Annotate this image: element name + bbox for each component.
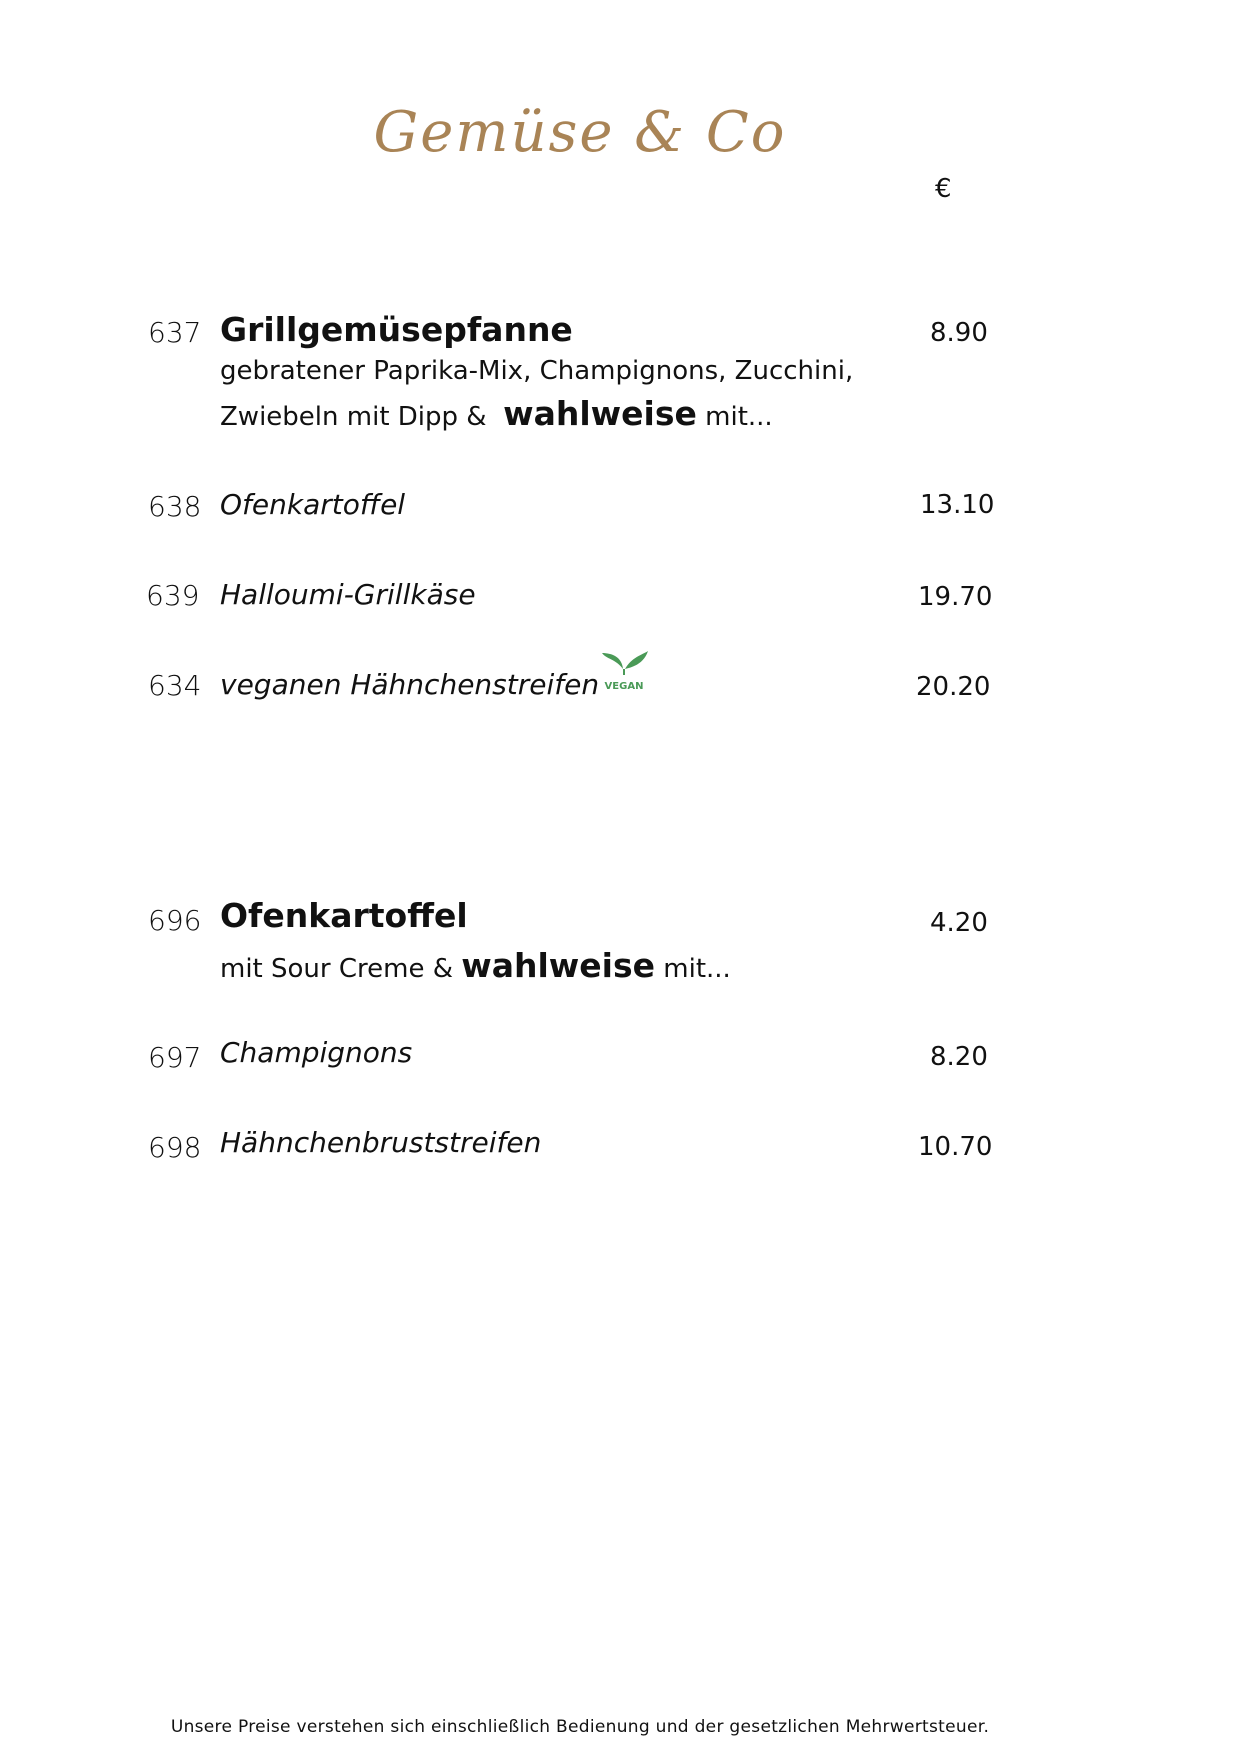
item-description: gebratener Paprika-Mix, Champignons, Zucchini, xyxy=(220,356,854,386)
option-price: 8.20 xyxy=(930,1042,988,1072)
option-name: Champignons xyxy=(220,1036,413,1069)
option-name: veganen Hähnchenstreifen xyxy=(220,668,600,701)
item-price: 8.90 xyxy=(930,318,988,348)
vegan-badge xyxy=(598,645,650,697)
leaf-icon xyxy=(598,645,650,697)
item-number: 696 xyxy=(148,904,202,937)
item-description: mit Sour Creme & wahlweise mit... xyxy=(220,946,731,985)
page-title: Gemüse & Co xyxy=(373,100,787,165)
currency-symbol: € xyxy=(935,174,952,204)
emphasis-text: wahlweise xyxy=(503,394,697,433)
emphasis-text: wahlweise xyxy=(461,946,656,985)
option-price: 19.70 xyxy=(918,582,993,612)
item-name: Grillgemüsepfanne xyxy=(220,310,573,349)
option-price: 13.10 xyxy=(920,490,995,520)
footer-note: Unsere Preise verstehen sich einschließlich Bedienung und der gesetzlichen Mehrwertsteuer. xyxy=(170,1717,990,1737)
option-number: 639 xyxy=(146,579,200,612)
item-number: 637 xyxy=(148,316,202,349)
option-number: 697 xyxy=(148,1041,202,1074)
option-number: 698 xyxy=(148,1131,202,1164)
option-name: Hähnchenbruststreifen xyxy=(220,1126,542,1159)
option-name: Halloumi-Grillkäse xyxy=(220,578,476,611)
vegan-label: VEGAN xyxy=(604,681,644,692)
item-description-line2: Zwiebeln mit Dipp & wahlweise mit... xyxy=(220,394,773,433)
option-number: 634 xyxy=(148,669,202,702)
item-name: Ofenkartoffel xyxy=(220,896,468,935)
option-price: 20.20 xyxy=(916,672,991,702)
option-name: Ofenkartoffel xyxy=(220,488,406,521)
item-price: 4.20 xyxy=(930,908,988,938)
option-number: 638 xyxy=(148,490,202,523)
option-price: 10.70 xyxy=(918,1132,993,1162)
